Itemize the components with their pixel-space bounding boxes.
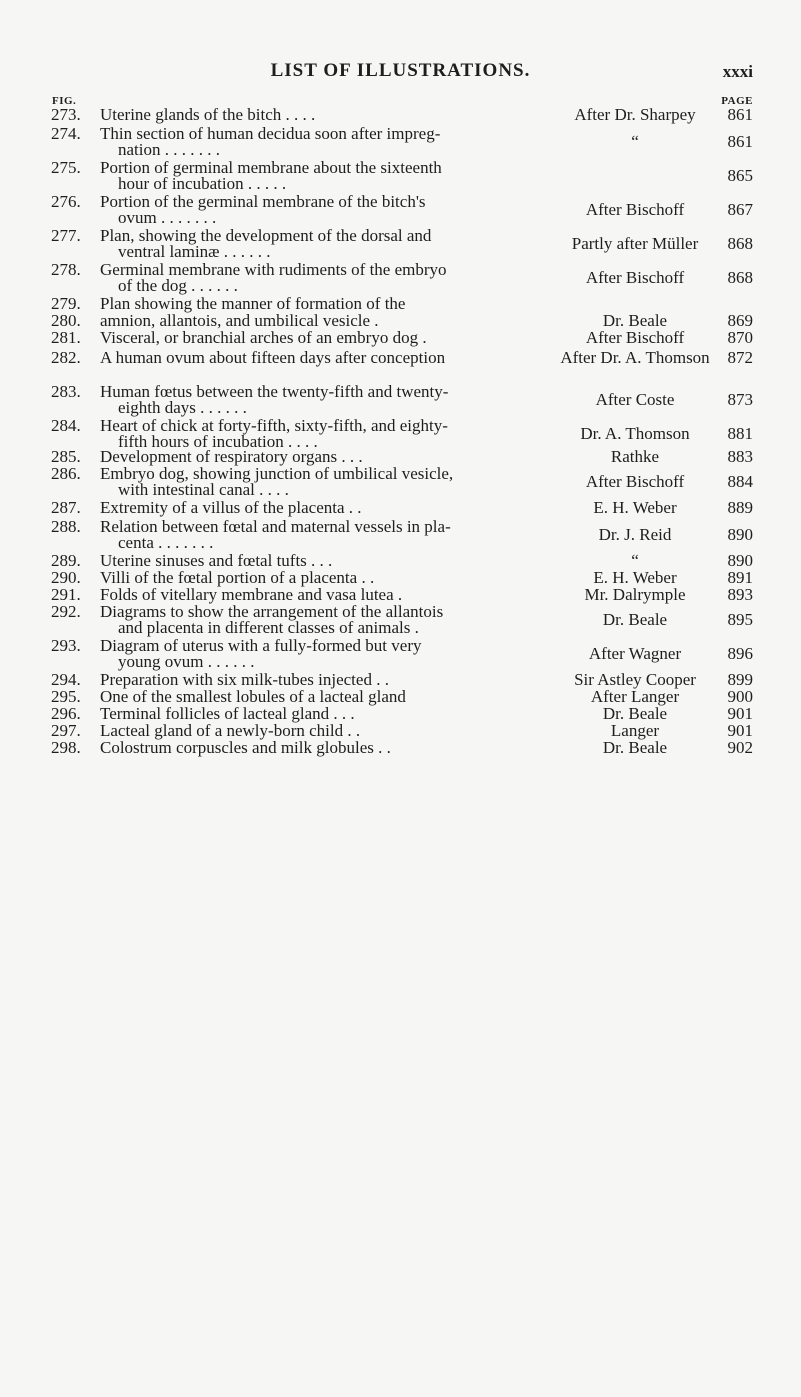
description-line-1: Embryo dog, showing junction of umbilical vesicle, bbox=[100, 464, 454, 483]
figure-description bbox=[100, 449, 540, 465]
figure-author: Dr. Beale bbox=[602, 311, 668, 330]
figure-author: Mr. Dalrymple bbox=[584, 585, 686, 604]
figure-page: 899 bbox=[727, 670, 753, 689]
figure-author: Dr. Beale bbox=[602, 704, 668, 723]
figure-number: 296. bbox=[51, 704, 81, 723]
figure-page: 868 bbox=[727, 234, 753, 253]
figure-number: 282. bbox=[51, 348, 81, 367]
figure-author: Dr. Beale bbox=[602, 610, 668, 629]
figure-author: Sir Astley Cooper bbox=[574, 670, 696, 689]
figure-page: 884 bbox=[727, 472, 753, 491]
figure-author: After Bischoff bbox=[585, 472, 685, 491]
figure-author: E. H. Weber bbox=[593, 498, 677, 517]
description-line-2: ventral laminæ . . . . . . bbox=[118, 242, 271, 261]
figure-description bbox=[100, 638, 540, 670]
figure-page: 890 bbox=[727, 525, 753, 544]
description-line-2: centa . . . . . . . bbox=[118, 533, 214, 552]
description-line-1: Relation between fœtal and maternal vessels in pla- bbox=[100, 517, 451, 536]
fig-column-header: FIG. bbox=[52, 95, 77, 107]
figure-description bbox=[100, 706, 540, 722]
figure-description bbox=[100, 740, 540, 756]
description-line-1: amnion, allantois, and umbilical vesicle . bbox=[100, 311, 379, 330]
description-line-2: ovum . . . . . . . bbox=[118, 208, 217, 227]
description-line-1: One of the smallest lobules of a lacteal gland bbox=[100, 687, 406, 706]
figure-description bbox=[100, 313, 540, 329]
description-line-1: Heart of chick at forty-fifth, sixty-fifth, and eighty- bbox=[100, 416, 448, 435]
description-line-1: Plan, showing the development of the dorsal and bbox=[100, 226, 432, 245]
figure-description bbox=[100, 418, 540, 450]
figure-description bbox=[100, 689, 540, 705]
description-line-2: young ovum . . . . . . bbox=[118, 652, 255, 671]
description-line-1: Villi of the fœtal portion of a placenta . . bbox=[100, 568, 375, 587]
figure-page: 883 bbox=[727, 447, 753, 466]
figure-description bbox=[100, 350, 540, 366]
description-line-1: Portion of the germinal membrane of the bitch's bbox=[100, 192, 426, 211]
figure-number: 294. bbox=[51, 670, 81, 689]
figure-number: 287. bbox=[51, 498, 81, 517]
figure-page: 870 bbox=[727, 328, 753, 347]
figure-description bbox=[100, 107, 540, 123]
figure-author: Dr. J. Reid bbox=[598, 525, 672, 544]
figure-number: 278. bbox=[51, 260, 81, 279]
figure-description bbox=[100, 194, 540, 226]
description-line-2: nation . . . . . . . bbox=[118, 140, 220, 159]
description-line-1: Portion of germinal membrane about the sixteenth bbox=[100, 158, 442, 177]
figure-page: 901 bbox=[727, 704, 753, 723]
figure-page: 889 bbox=[727, 498, 753, 517]
figure-number: 295. bbox=[51, 687, 81, 706]
figure-page: 865 bbox=[727, 166, 753, 185]
figure-number: 277. bbox=[51, 226, 81, 245]
description-line-1: Diagrams to show the arrangement of the allantois bbox=[100, 602, 444, 621]
figure-page: 861 bbox=[727, 105, 753, 124]
figure-author: Dr. Beale bbox=[602, 738, 668, 757]
description-line-1: Colostrum corpuscles and milk globules . . bbox=[100, 738, 391, 757]
description-line-1: Uterine sinuses and fœtal tufts . . . bbox=[100, 551, 333, 570]
figure-description bbox=[100, 587, 540, 603]
figure-page: 891 bbox=[727, 568, 753, 587]
figure-page: 868 bbox=[727, 268, 753, 287]
figure-number: 279. bbox=[51, 294, 81, 313]
figure-description bbox=[100, 553, 540, 569]
figure-number: 276. bbox=[51, 192, 81, 211]
page-number: xxxi bbox=[722, 62, 753, 81]
figure-number: 288. bbox=[51, 517, 81, 536]
figure-number: 281. bbox=[51, 328, 81, 347]
figure-author: After Langer bbox=[590, 687, 680, 706]
figure-page: 900 bbox=[727, 687, 753, 706]
figure-number: 292. bbox=[51, 602, 81, 621]
description-line-2: fifth hours of incubation . . . . bbox=[118, 432, 318, 451]
figure-page: 895 bbox=[727, 610, 753, 629]
description-line-1: Uterine glands of the bitch . . . . bbox=[100, 105, 316, 124]
description-line-2: hour of incubation . . . . . bbox=[118, 174, 287, 193]
figure-page: 861 bbox=[727, 132, 753, 151]
description-line-1: Development of respiratory organs . . . bbox=[100, 447, 363, 466]
figure-description bbox=[100, 126, 540, 158]
figure-page: 901 bbox=[727, 721, 753, 740]
figure-page: 869 bbox=[727, 311, 753, 330]
figure-author: Dr. A. Thomson bbox=[580, 424, 690, 443]
description-line-1: Thin section of human decidua soon after impreg- bbox=[100, 124, 441, 143]
figure-number: 298. bbox=[51, 738, 81, 757]
description-line-1: Plan showing the manner of formation of the bbox=[100, 294, 406, 313]
description-line-1: Preparation with six milk-tubes injected . . bbox=[100, 670, 389, 689]
figure-description bbox=[100, 228, 540, 260]
description-line-1: Diagram of uterus with a fully-formed but very bbox=[100, 636, 422, 655]
figure-page: 873 bbox=[727, 390, 753, 409]
figure-number: 286. bbox=[51, 464, 81, 483]
figure-number: 274. bbox=[51, 124, 81, 143]
description-line-1: Extremity of a villus of the placenta . . bbox=[100, 498, 362, 517]
figure-description bbox=[100, 466, 540, 498]
figure-page: 872 bbox=[727, 348, 753, 367]
figure-author: E. H. Weber bbox=[593, 568, 677, 587]
description-line-2: of the dog . . . . . . bbox=[118, 276, 238, 295]
figure-page: 896 bbox=[727, 644, 753, 663]
figure-page: 890 bbox=[727, 551, 753, 570]
figure-description bbox=[100, 672, 540, 688]
figure-author: “ bbox=[631, 551, 639, 570]
figure-description bbox=[100, 384, 540, 416]
description-line-1: Lacteal gland of a newly-born child . . bbox=[100, 721, 361, 740]
figure-description bbox=[100, 160, 540, 192]
figure-description bbox=[100, 570, 540, 586]
figure-page: 881 bbox=[727, 424, 753, 443]
figure-description bbox=[100, 604, 540, 636]
figure-author: After Dr. Sharpey bbox=[574, 105, 696, 124]
description-line-1: Visceral, or branchial arches of an embryo dog . bbox=[100, 328, 427, 347]
description-line-1: Germinal membrane with rudiments of the embryo bbox=[100, 260, 447, 279]
page-title: LIST OF ILLUSTRATIONS. bbox=[270, 60, 531, 81]
figure-description bbox=[100, 500, 540, 516]
figure-number: 273. bbox=[51, 105, 81, 124]
page-header bbox=[0, 60, 801, 84]
page-column-header: PAGE bbox=[721, 95, 753, 107]
figure-number: 293. bbox=[51, 636, 81, 655]
figure-number: 285. bbox=[51, 447, 81, 466]
figure-description bbox=[100, 262, 540, 294]
figure-number: 275. bbox=[51, 158, 81, 177]
figure-description bbox=[100, 723, 540, 739]
figure-author: Partly after Müller bbox=[571, 234, 699, 253]
description-line-2: with intestinal canal . . . . bbox=[118, 480, 289, 499]
figure-number: 291. bbox=[51, 585, 81, 604]
figure-description bbox=[100, 519, 540, 551]
description-line-1: Terminal follicles of lacteal gland . . . bbox=[100, 704, 355, 723]
figure-author: Rathke bbox=[610, 447, 660, 466]
figure-author: After Bischoff bbox=[585, 200, 685, 219]
figure-number: 297. bbox=[51, 721, 81, 740]
figure-author: After Coste bbox=[595, 390, 675, 409]
figure-description bbox=[100, 330, 540, 346]
figure-author: Langer bbox=[610, 721, 660, 740]
description-line-1: Human fœtus between the twenty-fifth and twenty- bbox=[100, 382, 449, 401]
description-line-1: A human ovum about fifteen days after conception bbox=[100, 348, 446, 367]
figure-number: 283. bbox=[51, 382, 81, 401]
figure-author: After Bischoff bbox=[585, 268, 685, 287]
figure-page: 893 bbox=[727, 585, 753, 604]
figure-description bbox=[100, 296, 540, 312]
figure-page: 902 bbox=[727, 738, 753, 757]
figure-number: 284. bbox=[51, 416, 81, 435]
figure-number: 290. bbox=[51, 568, 81, 587]
figure-number: 280. bbox=[51, 311, 81, 330]
figure-author: “ bbox=[631, 132, 639, 151]
description-line-1: Folds of vitellary membrane and vasa lutea . bbox=[100, 585, 403, 604]
figure-number: 289. bbox=[51, 551, 81, 570]
figure-author: After Wagner bbox=[588, 644, 682, 663]
figure-page: 867 bbox=[727, 200, 753, 219]
description-line-2: eighth days . . . . . . bbox=[118, 398, 247, 417]
description-line-2: and placenta in different classes of animals . bbox=[118, 618, 419, 637]
figure-author: After Bischoff bbox=[585, 328, 685, 347]
figure-author: After Dr. A. Thomson bbox=[560, 348, 710, 367]
